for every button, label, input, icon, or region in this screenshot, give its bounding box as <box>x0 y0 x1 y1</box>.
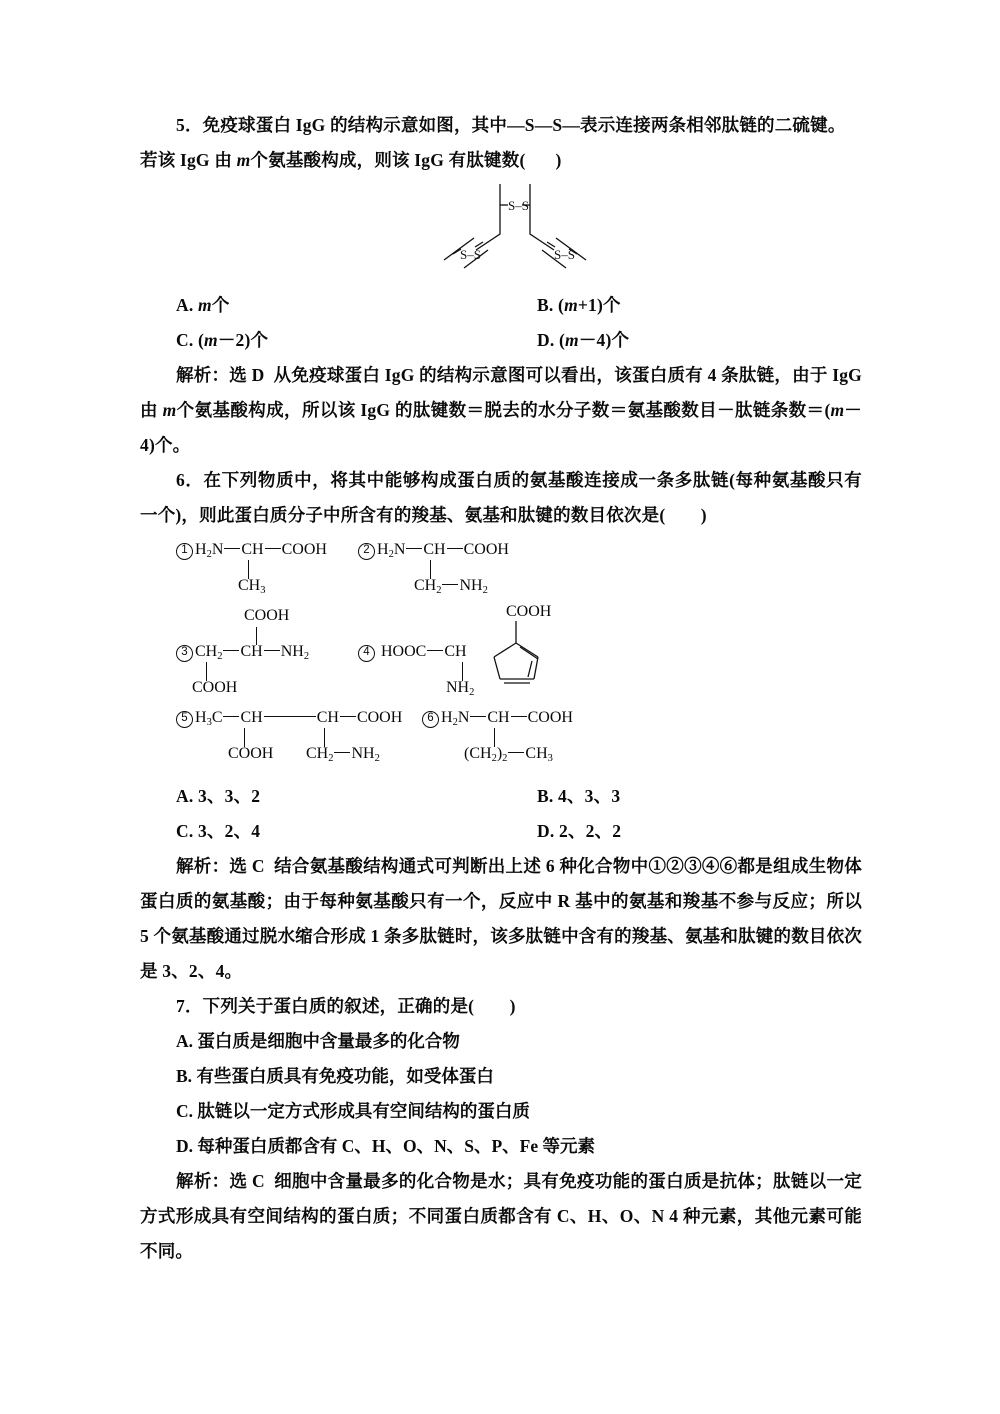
q5-option-D-var: m <box>565 330 579 350</box>
bond-h <box>224 548 240 549</box>
question-5-stem-line2 <box>140 143 862 178</box>
structure-4-ring-skeleton <box>476 613 556 693</box>
structure-2-r-group: $CH_2$ $NH_2$ <box>414 577 488 596</box>
question-6-analysis <box>140 849 862 989</box>
bond-h <box>223 716 239 717</box>
structure-5-main-chain: 5 $H_3C$ CH CH COOH <box>176 709 402 728</box>
q7-option-B-key: B. <box>176 1066 193 1086</box>
q5-option-D-pre: ( <box>559 330 566 350</box>
q7-option-A-key: A. <box>176 1031 194 1051</box>
bond-h <box>511 716 527 717</box>
question-6-options-row-2 <box>140 814 862 849</box>
bond-h <box>340 716 356 717</box>
q5-option-D-key: D. <box>537 330 555 350</box>
page-content <box>140 108 862 1269</box>
question-5-options-row-2 <box>140 323 862 358</box>
q7-option-C-key: C. <box>176 1101 194 1121</box>
q6-analysis-text: 结合氨基酸结构通式可判断出上述 6 种化合物中①②③④⑥都是组成生物体蛋白质的氨基酸；由于每种氨基酸只有一个，反应中 R 基中的氨基和羧基不参与反应；所以 5 个氨基酸通过脱水缩合形成 1 条多肽链时，该多肽链中含有的羧基、氨基和肽键的数目依次是 3、2、4。 <box>140 856 862 981</box>
igg-structure-diagram <box>140 178 862 288</box>
q7-option-A-text: 蛋白质是细胞中含量最多的化合物 <box>197 1031 460 1051</box>
structure-4-ring-carboxyl: COOH <box>506 603 552 620</box>
question-5 <box>140 108 862 463</box>
q6-option-B-text: 4、3、3 <box>558 786 621 806</box>
q5-analysis-var-2: m <box>830 400 845 420</box>
structure-row-1 <box>140 541 862 607</box>
q7-option-D-text: 每种蛋白质都含有 C、H、O、N、S、P、Fe 等元素 <box>197 1136 596 1156</box>
question-5-analysis <box>140 358 862 463</box>
bond-h <box>470 716 486 717</box>
structure-3-top-group: COOH <box>244 607 290 624</box>
ring-bond-4 <box>534 657 538 679</box>
ring-bond-2 <box>516 643 538 657</box>
question-7 <box>140 989 862 1269</box>
structure-3-index: 3 <box>176 645 193 662</box>
ring-bond-1 <box>494 643 516 657</box>
structure-row-2 <box>140 603 862 709</box>
question-5-options-row-1 <box>140 288 862 323</box>
structure-1-r-group: $CH_3$ <box>238 577 266 596</box>
q5-option-D-post: －4)个 <box>578 330 630 350</box>
q5-stem-part-c: ) <box>555 150 562 170</box>
q6-option-A-key: A. <box>176 786 194 806</box>
structure-6 <box>422 709 573 764</box>
igg-right-disulfide-label: S–S <box>554 247 575 262</box>
q7-analysis-answer: 选 C <box>229 1171 265 1191</box>
question-6-stem: 6．在下列物质中，将其中能够构成蛋白质的氨基酸连接成一条多肽链(每种氨基酸只有一个)，则此蛋白质分子中所含有的羧基、氨基和肽键的数目依次是( ) <box>140 470 862 525</box>
q7-analysis-label: 解析： <box>176 1171 230 1191</box>
q5-option-B-post: +1)个 <box>577 295 621 315</box>
igg-heavy-chain-right <box>530 184 554 250</box>
igg-diagram-svg <box>430 178 620 283</box>
q6-option-D-key: D. <box>537 821 555 841</box>
q5-option-C-key: C. <box>176 330 194 350</box>
q6-option-A[interactable] <box>140 779 501 814</box>
q6-option-B-key: B. <box>537 786 554 806</box>
bond-h-long <box>264 716 316 717</box>
question-7-options <box>140 1024 862 1164</box>
q6-option-C[interactable] <box>140 814 501 849</box>
structure-row-3 <box>140 709 862 775</box>
q6-option-A-text: 3、3、2 <box>198 786 261 806</box>
q6-option-D[interactable] <box>501 814 862 849</box>
q7-option-C[interactable] <box>140 1094 862 1129</box>
q5-analysis-text-3: －4)个。 <box>140 400 862 455</box>
structure-4-amino-group: $NH_2$ <box>446 679 475 698</box>
structure-6-main-chain: 6 $H_2N$ CH COOH <box>422 709 573 728</box>
structure-1-main-chain: 1 $H_2N$ CH COOH <box>176 541 327 560</box>
q5-option-A[interactable] <box>140 288 501 323</box>
q7-option-D[interactable] <box>140 1129 862 1164</box>
structure-4-main-chain: 4 HOOC CH <box>358 643 467 662</box>
q7-option-D-key: D. <box>176 1136 194 1156</box>
structure-3-main-chain: 3 $CH_2$ CH $NH_2$ <box>176 643 309 662</box>
structure-4-index: 4 <box>358 645 375 662</box>
q7-option-C-text: 肽链以一定方式形成具有空间结构的蛋白质 <box>197 1101 530 1121</box>
q5-option-B[interactable] <box>501 288 862 323</box>
question-7-stem: 7．下列关于蛋白质的叙述，正确的是( ) <box>176 996 516 1016</box>
q7-option-B-text: 有些蛋白质具有免疫功能，如受体蛋白 <box>196 1066 494 1086</box>
q5-option-B-var: m <box>564 295 578 315</box>
q5-option-B-pre: ( <box>558 295 565 315</box>
structure-6-index: 6 <box>422 711 439 728</box>
q5-option-A-post: 个 <box>211 295 230 315</box>
q5-option-C-post: －2)个 <box>217 330 269 350</box>
igg-left-disulfide-label: S–S <box>460 247 481 262</box>
q6-option-D-text: 2、2、2 <box>559 821 622 841</box>
igg-top-disulfide-label: S–S <box>508 198 529 213</box>
bond-h <box>334 752 350 753</box>
q6-analysis-label: 解析： <box>176 856 230 876</box>
structure-2-main-chain: 2 $H_2N$ CH COOH <box>358 541 509 560</box>
q5-stem-part-b: 个氨基酸构成，则该 IgG 有肽键数( <box>250 150 526 170</box>
q6-option-B[interactable] <box>501 779 862 814</box>
structure-1-alanine <box>176 541 327 596</box>
q5-option-C[interactable] <box>140 323 501 358</box>
q5-analysis-label: 解析： <box>176 365 230 385</box>
q7-analysis-text: 细胞中含量最多的化合物是水；具有免疫功能的蛋白质是抗体；肽链以一定方式形成具有空间结构的蛋白质；不同蛋白质都含有 C、H、O、N 4 种元素，其他元素可能不同。 <box>140 1171 862 1261</box>
q5-option-B-key: B. <box>537 295 554 315</box>
bond-h <box>508 752 524 753</box>
igg-heavy-chain-left <box>476 184 500 250</box>
q5-option-A-key: A. <box>176 295 194 315</box>
question-6-options-row-1 <box>140 779 862 814</box>
structure-5-index: 5 <box>176 711 193 728</box>
q6-option-C-text: 3、2、4 <box>198 821 261 841</box>
q5-analysis-text-1: 从免疫球蛋白 IgG 的结构示意图可以看出，该蛋白质有 4 条肽链，由于 IgG 由 <box>140 365 862 420</box>
q5-option-A-var: m <box>198 295 212 315</box>
bond-h <box>442 584 458 585</box>
q6-analysis-answer: 选 C <box>229 856 265 876</box>
structure-6-r-group: $(CH_2)_2$ $CH_3$ <box>464 745 553 764</box>
bond-h <box>447 548 463 549</box>
bond-h <box>427 650 443 651</box>
q6-option-C-key: C. <box>176 821 194 841</box>
bond-h <box>264 650 280 651</box>
q5-stem-variable: m <box>236 150 251 170</box>
structure-2-lysine-like <box>358 541 509 596</box>
q5-option-D[interactable] <box>501 323 862 358</box>
bond-h <box>265 548 281 549</box>
q5-option-C-pre: ( <box>198 330 205 350</box>
structure-5-r-group-2: $CH_2$ $NH_2$ <box>306 745 380 764</box>
q5-option-C-var: m <box>204 330 218 350</box>
structure-5 <box>176 709 403 764</box>
question-7-analysis <box>140 1164 862 1269</box>
q5-analysis-answer: 选 D <box>229 365 265 385</box>
structure-1-index: 1 <box>176 543 193 560</box>
ring-bond-2-double <box>520 647 538 659</box>
bond-h <box>406 548 422 549</box>
bond-h <box>223 650 239 651</box>
q7-option-B[interactable] <box>140 1059 862 1094</box>
question-5-stem-line1: 5．免疫球蛋白 IgG 的结构示意如图，其中—S—S—表示连接两条相邻肽链的二硫键。 <box>176 115 846 135</box>
q7-option-A[interactable] <box>140 1024 862 1059</box>
question-6-structures <box>140 541 862 775</box>
ring-bond-3 <box>494 657 500 679</box>
q5-stem-part-a: 若该 IgG 由 <box>140 150 237 170</box>
question-6 <box>140 463 862 989</box>
q5-analysis-var-1: m <box>162 400 177 420</box>
structure-3-bottom-group: COOH <box>192 679 238 696</box>
ring-bond-4-double <box>528 661 532 677</box>
q5-analysis-text-2: 个氨基酸构成，所以该 IgG 的肽键数＝脱去的水分子数＝氨基酸数目－肽链条数＝( <box>176 400 831 420</box>
structure-2-index: 2 <box>358 543 375 560</box>
structure-5-r-group-1: COOH <box>228 745 274 762</box>
